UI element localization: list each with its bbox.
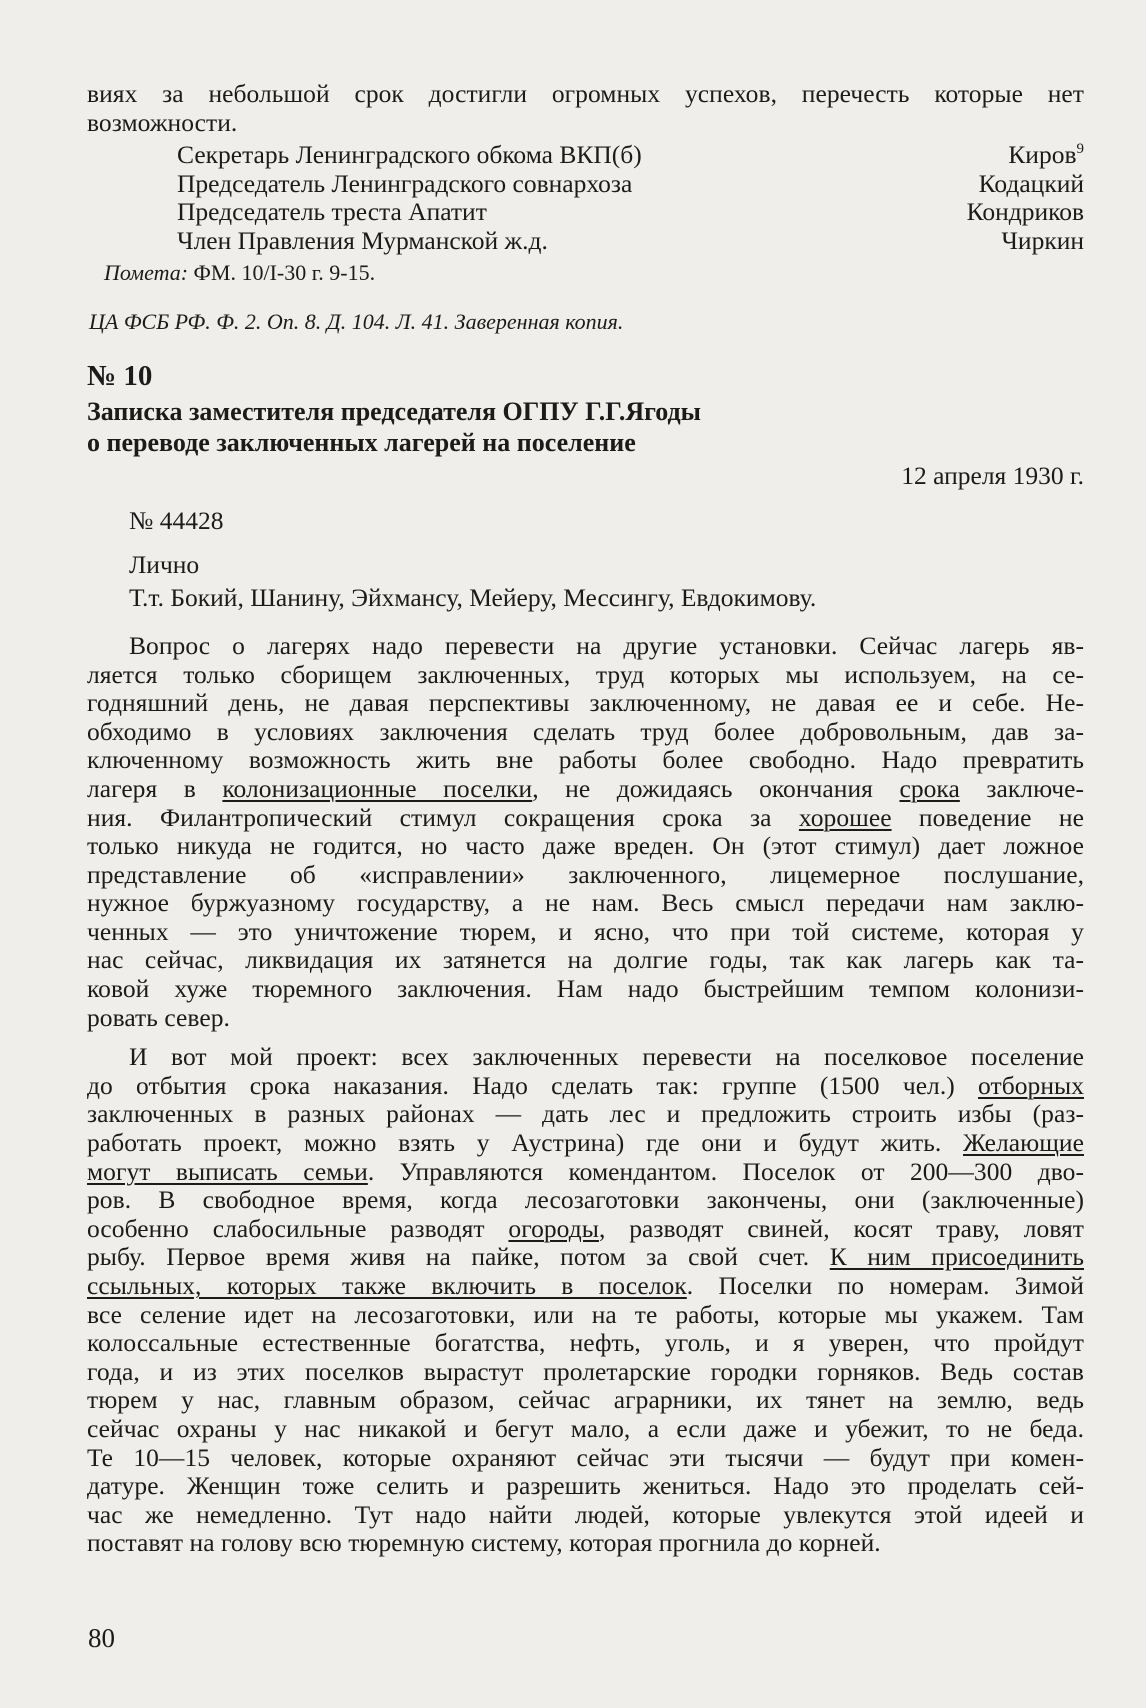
text-line: поставят на голову всю тюремную систему, которая прогнила до корней.	[87, 1528, 881, 1558]
signatory-position: Председатель треста Апатит	[177, 197, 487, 227]
underlined-text: колонизационные поселки	[222, 773, 533, 803]
annotation-note	[87, 260, 1084, 286]
document-title	[87, 396, 1084, 458]
text-line: ляется только сборищем заключенных, труд которых мы используем, на се-	[87, 659, 1084, 689]
signature-row	[87, 141, 1084, 170]
text-line: датуре. Женщин тоже селить и разрешить жениться. Надо это проделать сей-	[87, 1471, 1084, 1501]
document-number: № 10	[87, 359, 153, 392]
text-line: сейчас охраны у нас никакой и бегут мало, а если даже и убежит, то не беда.	[87, 1413, 1084, 1443]
signature-row	[87, 227, 1084, 256]
note-text: ФМ. 10/I-30 г. 9-15.	[188, 259, 376, 285]
text-line: ров. В свободное время, когда лесозаготовки закончены, они (заключенные)	[87, 1185, 1084, 1215]
text-line: годняшний день, не давая перспективы заключенному, не давая ее и себе. Не-	[87, 688, 1084, 718]
signatory-position: Секретарь Ленинградского обкома ВКП(б)	[177, 140, 642, 170]
signature-row	[87, 170, 1084, 199]
text-line: возможности.	[87, 107, 238, 137]
intro-paragraph	[87, 80, 1084, 137]
text-line: И вот мой проект: всех заключенных перевести на поселковое поселение	[129, 1042, 1084, 1072]
underlined-text: Желающие	[963, 1128, 1084, 1158]
signatures-block	[87, 141, 1084, 255]
text-line: нас сейчас, ликвидация их затянется на долгие годы, так как лагерь как та-	[87, 945, 1084, 975]
text-line: час же немедленно. Тут надо найти людей, которые увлекутся этой идеей и	[87, 1499, 1084, 1529]
footnote-marker: 9	[1076, 141, 1084, 158]
underlined-text: К ним присоединить	[829, 1242, 1084, 1272]
signatory-name: Кодацкий	[978, 168, 1084, 198]
text-line: обходимо в условиях заключения сделать труд более добровольным, дав за-	[87, 716, 1084, 746]
text-line: ния. Филантропический стимул сокращения срока за хорошее поведение не	[87, 802, 1084, 832]
note-label: Помета:	[104, 259, 189, 285]
text-line: могут выписать семьи. Управляются комендантом. Поселок от 200—300 дво-	[87, 1156, 1084, 1186]
text-column	[87, 80, 1084, 1558]
body-paragraph-2	[87, 1043, 1084, 1558]
signatory-name: Кондриков	[966, 197, 1084, 227]
text-line: ченных — это уничтожение тюрем, и ясно, что при той системе, которая у	[87, 916, 1084, 946]
text-line: все селение идет на лесозаготовки, или на те работы, которые мы укажем. Там	[87, 1299, 1084, 1329]
body-paragraph-1	[87, 632, 1084, 1032]
underlined-text: ссыльных, которых также включить в поселок	[87, 1271, 687, 1300]
text-line: ковой хуже тюремного заключения. Нам надо быстрейшим темпом колонизи-	[87, 974, 1084, 1004]
text-line: особенно слабосильные разводят огороды, разводят свиней, косят траву, ловят	[87, 1213, 1084, 1243]
text-line: виях за небольшой срок достигли огромных успехов, перечесть которые нет	[87, 79, 1084, 108]
text-line: ссыльных, которых также включить в поселок. Поселки по номерам. Зимой	[87, 1271, 1085, 1300]
title-line: о переводе заключенных лагерей на поселение	[87, 427, 636, 457]
text-line: только никуда не годится, но часто даже вреден. Он (этот стимул) дает ложное	[87, 831, 1084, 861]
personal-mark: Лично	[129, 549, 200, 579]
text-line: колоссальные естественные богатства, нефть, уголь, и я уверен, что пройдут	[87, 1328, 1084, 1358]
text-line: работать проект, можно взять у Аустрина) где они и будут жить. Желающие	[87, 1128, 1084, 1158]
signature-row	[87, 198, 1084, 227]
page-number: 80	[88, 1623, 115, 1653]
registration-number: № 44428	[129, 506, 224, 536]
text-line: представление об «исправлении» заключенного, лицемерное послушание,	[87, 859, 1084, 889]
archive-reference: ЦА ФСБ РФ. Ф. 2. Оп. 8. Д. 104. Л. 41. Заверенная копия.	[89, 308, 624, 334]
text-line: ровать север.	[87, 1002, 230, 1032]
text-line: Вопрос о лагерях надо перевести на другие установки. Сейчас лагерь яв-	[129, 630, 1084, 660]
underlined-text: хорошее	[798, 802, 892, 832]
signatory-name: Киров$^9$	[1008, 140, 1084, 170]
text-line: рыбу. Первое время живя на пайке, потом за свой счет. К ним присоединить	[87, 1242, 1084, 1272]
signatory-name: Чиркин	[1001, 225, 1084, 255]
underlined-text: могут выписать семьи	[87, 1156, 368, 1186]
title-line: Записка заместителя председателя ОГПУ Г.Г.Ягоды	[87, 396, 701, 426]
signatory-position: Председатель Ленинградского совнархоза	[177, 168, 633, 198]
text-line: лагеря в колонизационные поселки, не дожидаясь окончания срока заключе-	[87, 773, 1084, 803]
addressees: Т.т. Бокий, Шанину, Эйхмансу, Мейеру, Мессингу, Евдокимову.	[129, 583, 817, 613]
text-line: Те 10—15 человек, которые охраняют сейчас эти тысячи — будут при комен-	[87, 1442, 1084, 1472]
text-line: заключенных в разных районах — дать лес и предложить строить избы (раз-	[87, 1099, 1084, 1129]
underlined-text: срока	[899, 773, 960, 803]
text-line: года, и из этих поселков вырастут пролетарские городки горняков. Ведь состав	[87, 1356, 1084, 1386]
signatory-position: Член Правления Мурманской ж.д.	[177, 225, 548, 255]
underlined-text: огороды	[508, 1213, 599, 1243]
underlined-text: отборных	[978, 1070, 1084, 1100]
text-line: до отбытия срока наказания. Надо сделать так: группе (1500 чел.) отборных	[87, 1070, 1084, 1100]
text-line: нужное буржуазному государству, а не нам. Весь смысл передачи нам заклю-	[87, 888, 1084, 918]
text-line: ключенному возможность жить вне работы более свободно. Надо превратить	[87, 745, 1084, 775]
text-line: тюрем у нас, главным образом, сейчас аграрники, их тянет на землю, ведь	[87, 1385, 1084, 1415]
document-date: 12 апреля 1930 г.	[901, 460, 1084, 490]
